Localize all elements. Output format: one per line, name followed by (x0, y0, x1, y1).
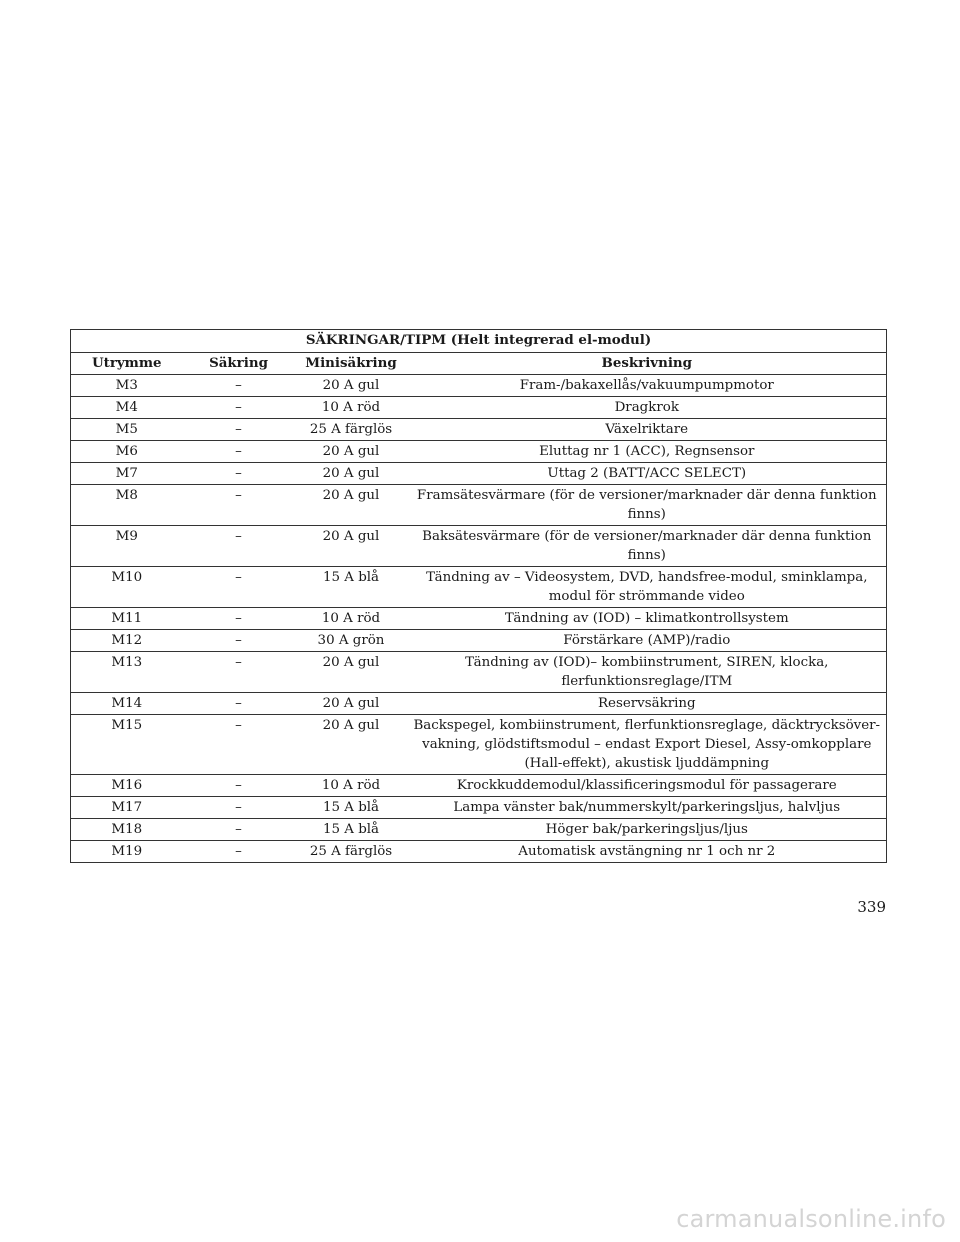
table-row (71, 485, 887, 526)
cell-utrymme: M19 (71, 841, 183, 863)
cell-beskrivning: Lampa vänster bak/nummerskylt/parkeringsljus, halvljus (408, 797, 887, 819)
cell-beskrivning: Tändning av (IOD)– kombiinstrument, SIREN, klocka, flerfunktionsreglage/ITM (408, 652, 887, 693)
table-row (71, 608, 887, 630)
cell-minisakring: 20 A gul (295, 526, 408, 567)
cell-beskrivning: Backspegel, kombiinstrument, flerfunktionsreglage, däcktrycksöver- vakning, glödstiftsmodul – endast Export Diesel, Assy-omkopplare (Hall-effekt), akustisk ljuddämpning (408, 715, 887, 775)
cell-beskrivning: Reservsäkring (408, 693, 887, 715)
cell-minisakring: 15 A blå (295, 567, 408, 608)
cell-sakring: – (183, 797, 295, 819)
cell-minisakring: 25 A färglös (295, 841, 408, 863)
cell-minisakring: 25 A färglös (295, 419, 408, 441)
table-row (71, 441, 887, 463)
cell-minisakring: 10 A röd (295, 608, 408, 630)
cell-sakring: – (183, 819, 295, 841)
cell-sakring: – (183, 652, 295, 693)
cell-utrymme: M12 (71, 630, 183, 652)
table-row (71, 841, 887, 863)
cell-utrymme: M7 (71, 463, 183, 485)
cell-sakring: – (183, 419, 295, 441)
cell-sakring: – (183, 485, 295, 526)
cell-sakring: – (183, 441, 295, 463)
cell-sakring: – (183, 841, 295, 863)
cell-beskrivning: Eluttag nr 1 (ACC), Regnsensor (408, 441, 887, 463)
cell-utrymme: M15 (71, 715, 183, 775)
table-row (71, 397, 887, 419)
header-beskrivning: Beskrivning (408, 353, 887, 375)
cell-sakring: – (183, 463, 295, 485)
cell-beskrivning: Uttag 2 (BATT/ACC SELECT) (408, 463, 887, 485)
cell-sakring: – (183, 526, 295, 567)
table-row (71, 463, 887, 485)
cell-sakring: – (183, 375, 295, 397)
cell-beskrivning: Växelriktare (408, 419, 887, 441)
cell-minisakring: 20 A gul (295, 485, 408, 526)
cell-beskrivning: Fram-/bakaxellås/vakuumpumpmotor (408, 375, 887, 397)
cell-utrymme: M8 (71, 485, 183, 526)
cell-minisakring: 10 A röd (295, 397, 408, 419)
cell-beskrivning: Framsätesvärmare (för de versioner/marknader där denna funktion finns) (408, 485, 887, 526)
table-title: SÄKRINGAR/TIPM (Helt integrerad el-modul) (71, 330, 887, 353)
cell-minisakring: 10 A röd (295, 775, 408, 797)
cell-beskrivning: Förstärkare (AMP)/radio (408, 630, 887, 652)
cell-minisakring: 20 A gul (295, 375, 408, 397)
table-row (71, 567, 887, 608)
cell-minisakring: 20 A gul (295, 463, 408, 485)
cell-minisakring: 15 A blå (295, 819, 408, 841)
cell-beskrivning: Tändning av – Videosystem, DVD, handsfree-modul, sminklampa, modul för strömmande video (408, 567, 887, 608)
table-row (71, 375, 887, 397)
table-row (71, 693, 887, 715)
cell-beskrivning: Krockkuddemodul/klassificeringsmodul för passagerare (408, 775, 887, 797)
cell-utrymme: M9 (71, 526, 183, 567)
cell-minisakring: 20 A gul (295, 715, 408, 775)
cell-beskrivning: Baksätesvärmare (för de versioner/marknader där denna funktion finns) (408, 526, 887, 567)
cell-minisakring: 20 A gul (295, 441, 408, 463)
cell-utrymme: M17 (71, 797, 183, 819)
page-number: 339 (857, 898, 886, 916)
cell-sakring: – (183, 567, 295, 608)
cell-utrymme: M14 (71, 693, 183, 715)
cell-utrymme: M16 (71, 775, 183, 797)
cell-utrymme: M6 (71, 441, 183, 463)
table-row (71, 775, 887, 797)
cell-utrymme: M18 (71, 819, 183, 841)
table-row (71, 630, 887, 652)
cell-minisakring: 30 A grön (295, 630, 408, 652)
table-row (71, 652, 887, 693)
cell-utrymme: M5 (71, 419, 183, 441)
table-body (71, 375, 887, 863)
cell-sakring: – (183, 630, 295, 652)
cell-beskrivning: Automatisk avstängning nr 1 och nr 2 (408, 841, 887, 863)
header-minisakring: Minisäkring (295, 353, 408, 375)
cell-beskrivning: Höger bak/parkeringsljus/ljus (408, 819, 887, 841)
table-row (71, 819, 887, 841)
cell-utrymme: M11 (71, 608, 183, 630)
cell-utrymme: M4 (71, 397, 183, 419)
cell-sakring: – (183, 693, 295, 715)
table-row (71, 797, 887, 819)
cell-sakring: – (183, 397, 295, 419)
header-sakring: Säkring (183, 353, 295, 375)
cell-utrymme: M10 (71, 567, 183, 608)
cell-sakring: – (183, 715, 295, 775)
cell-minisakring: 15 A blå (295, 797, 408, 819)
table-row (71, 715, 887, 775)
cell-utrymme: M13 (71, 652, 183, 693)
watermark: carmanualsonline.info (676, 1205, 946, 1233)
cell-beskrivning: Tändning av (IOD) – klimatkontrollsystem (408, 608, 887, 630)
cell-sakring: – (183, 775, 295, 797)
cell-minisakring: 20 A gul (295, 693, 408, 715)
header-utrymme: Utrymme (71, 353, 183, 375)
table-row (71, 419, 887, 441)
cell-minisakring: 20 A gul (295, 652, 408, 693)
cell-beskrivning: Dragkrok (408, 397, 887, 419)
table-row (71, 526, 887, 567)
table-header-row (71, 353, 887, 375)
cell-sakring: – (183, 608, 295, 630)
fuse-table (70, 329, 887, 863)
cell-utrymme: M3 (71, 375, 183, 397)
